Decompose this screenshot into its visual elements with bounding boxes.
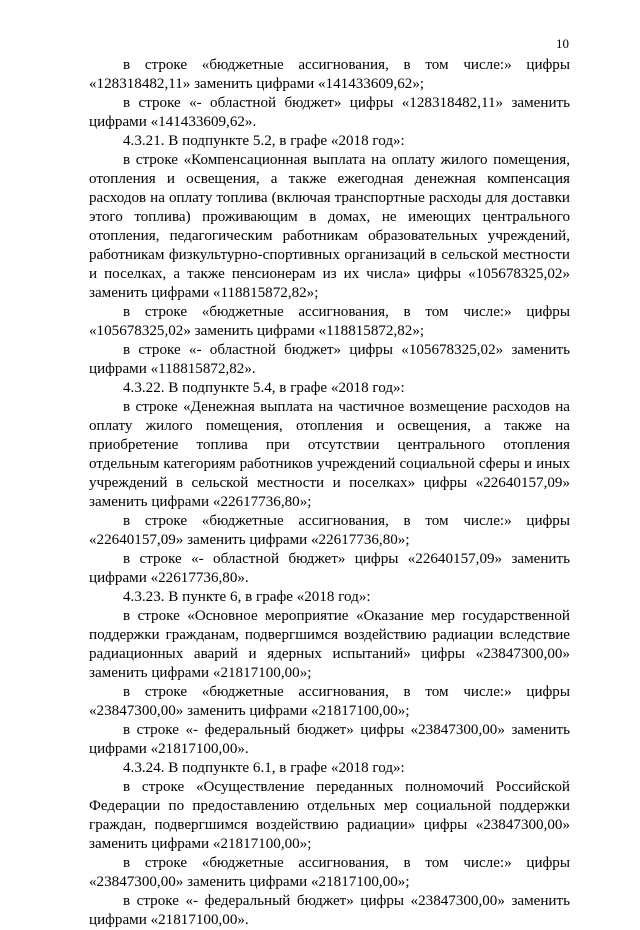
section-heading: 4.3.23. В пункте 6, в графе «2018 год»:	[123, 589, 371, 605]
paragraph: в строке «Компенсационная выплата на оплату жилого помещения, отопления и освещения, а также ежегодная денежная компенсация расходов на оплату топлива (включая транспортные расходы для доставки этого топлива) проживающим в домах, не имеющих центрального отопления, педагогическим работникам образовательных учреждений, работникам физкультурно-спортивных организаций в сельской местности и поселках, а также пенсионерам из их числа» цифры «105678325,02» заменить цифрами «118815872,82»;	[89, 152, 570, 301]
section-heading: 4.3.21. В подпункте 5.2, в графе «2018 год»:	[123, 133, 405, 149]
paragraph: в строке «- федеральный бюджет» цифры «23847300,00» заменить цифрами «21817100,00».	[89, 893, 570, 928]
paragraph: в строке «бюджетные ассигнования, в том числе:» цифры «128318482,11» заменить цифрами «141433609,62»;	[89, 57, 570, 92]
paragraph: в строке «Осуществление переданных полномочий Российской Федерации по предоставлению отдельных мер социальной поддержки граждан, подвергшимся воздействию радиации» цифры «23847300,00» заменить цифрами «21817100,00»;	[89, 779, 570, 852]
paragraph: в строке «бюджетные ассигнования, в том числе:» цифры «22640157,09» заменить цифрами «22617736,80»;	[89, 513, 570, 548]
paragraph: в строке «- областной бюджет» цифры «128318482,11» заменить цифрами «141433609,62».	[89, 95, 570, 130]
page-number: 10	[556, 36, 569, 51]
paragraph: в строке «бюджетные ассигнования, в том числе:» цифры «23847300,00» заменить цифрами «21817100,00»;	[89, 855, 570, 890]
section-heading: 4.3.22. В подпункте 5.4, в графе «2018 год»:	[123, 380, 405, 396]
paragraph: в строке «- федеральный бюджет» цифры «23847300,00» заменить цифрами «21817100,00».	[89, 722, 570, 757]
paragraph: в строке «Денежная выплата на частичное возмещение расходов на оплату жилого помещения, отопления и освещения, а также на приобретение топлива при отсутствии центрального отопления отдельным категориям работников учреждений социальной сферы и иных учреждений в сельской местности и поселках» цифры «22640157,09» заменить цифрами «22617736,80»;	[89, 399, 570, 510]
paragraph: в строке «- областной бюджет» цифры «105678325,02» заменить цифрами «118815872,82».	[89, 342, 570, 377]
paragraph: в строке «Основное мероприятие «Оказание мер государственной поддержки гражданам, подвергшимся воздействию радиации вследствие радиационных аварий и ядерных испытаний» цифры «23847300,00» заменить цифрами «21817100,00»;	[89, 608, 570, 681]
section-heading: 4.3.24. В подпункте 6.1, в графе «2018 год»:	[123, 760, 405, 776]
paragraph: в строке «бюджетные ассигнования, в том числе:» цифры «23847300,00» заменить цифрами «21817100,00»;	[89, 684, 570, 719]
paragraph: в строке «- областной бюджет» цифры «22640157,09» заменить цифрами «22617736,80».	[89, 551, 570, 586]
document-body	[89, 56, 570, 930]
paragraph: в строке «бюджетные ассигнования, в том числе:» цифры «105678325,02» заменить цифрами «118815872,82»;	[89, 304, 570, 339]
